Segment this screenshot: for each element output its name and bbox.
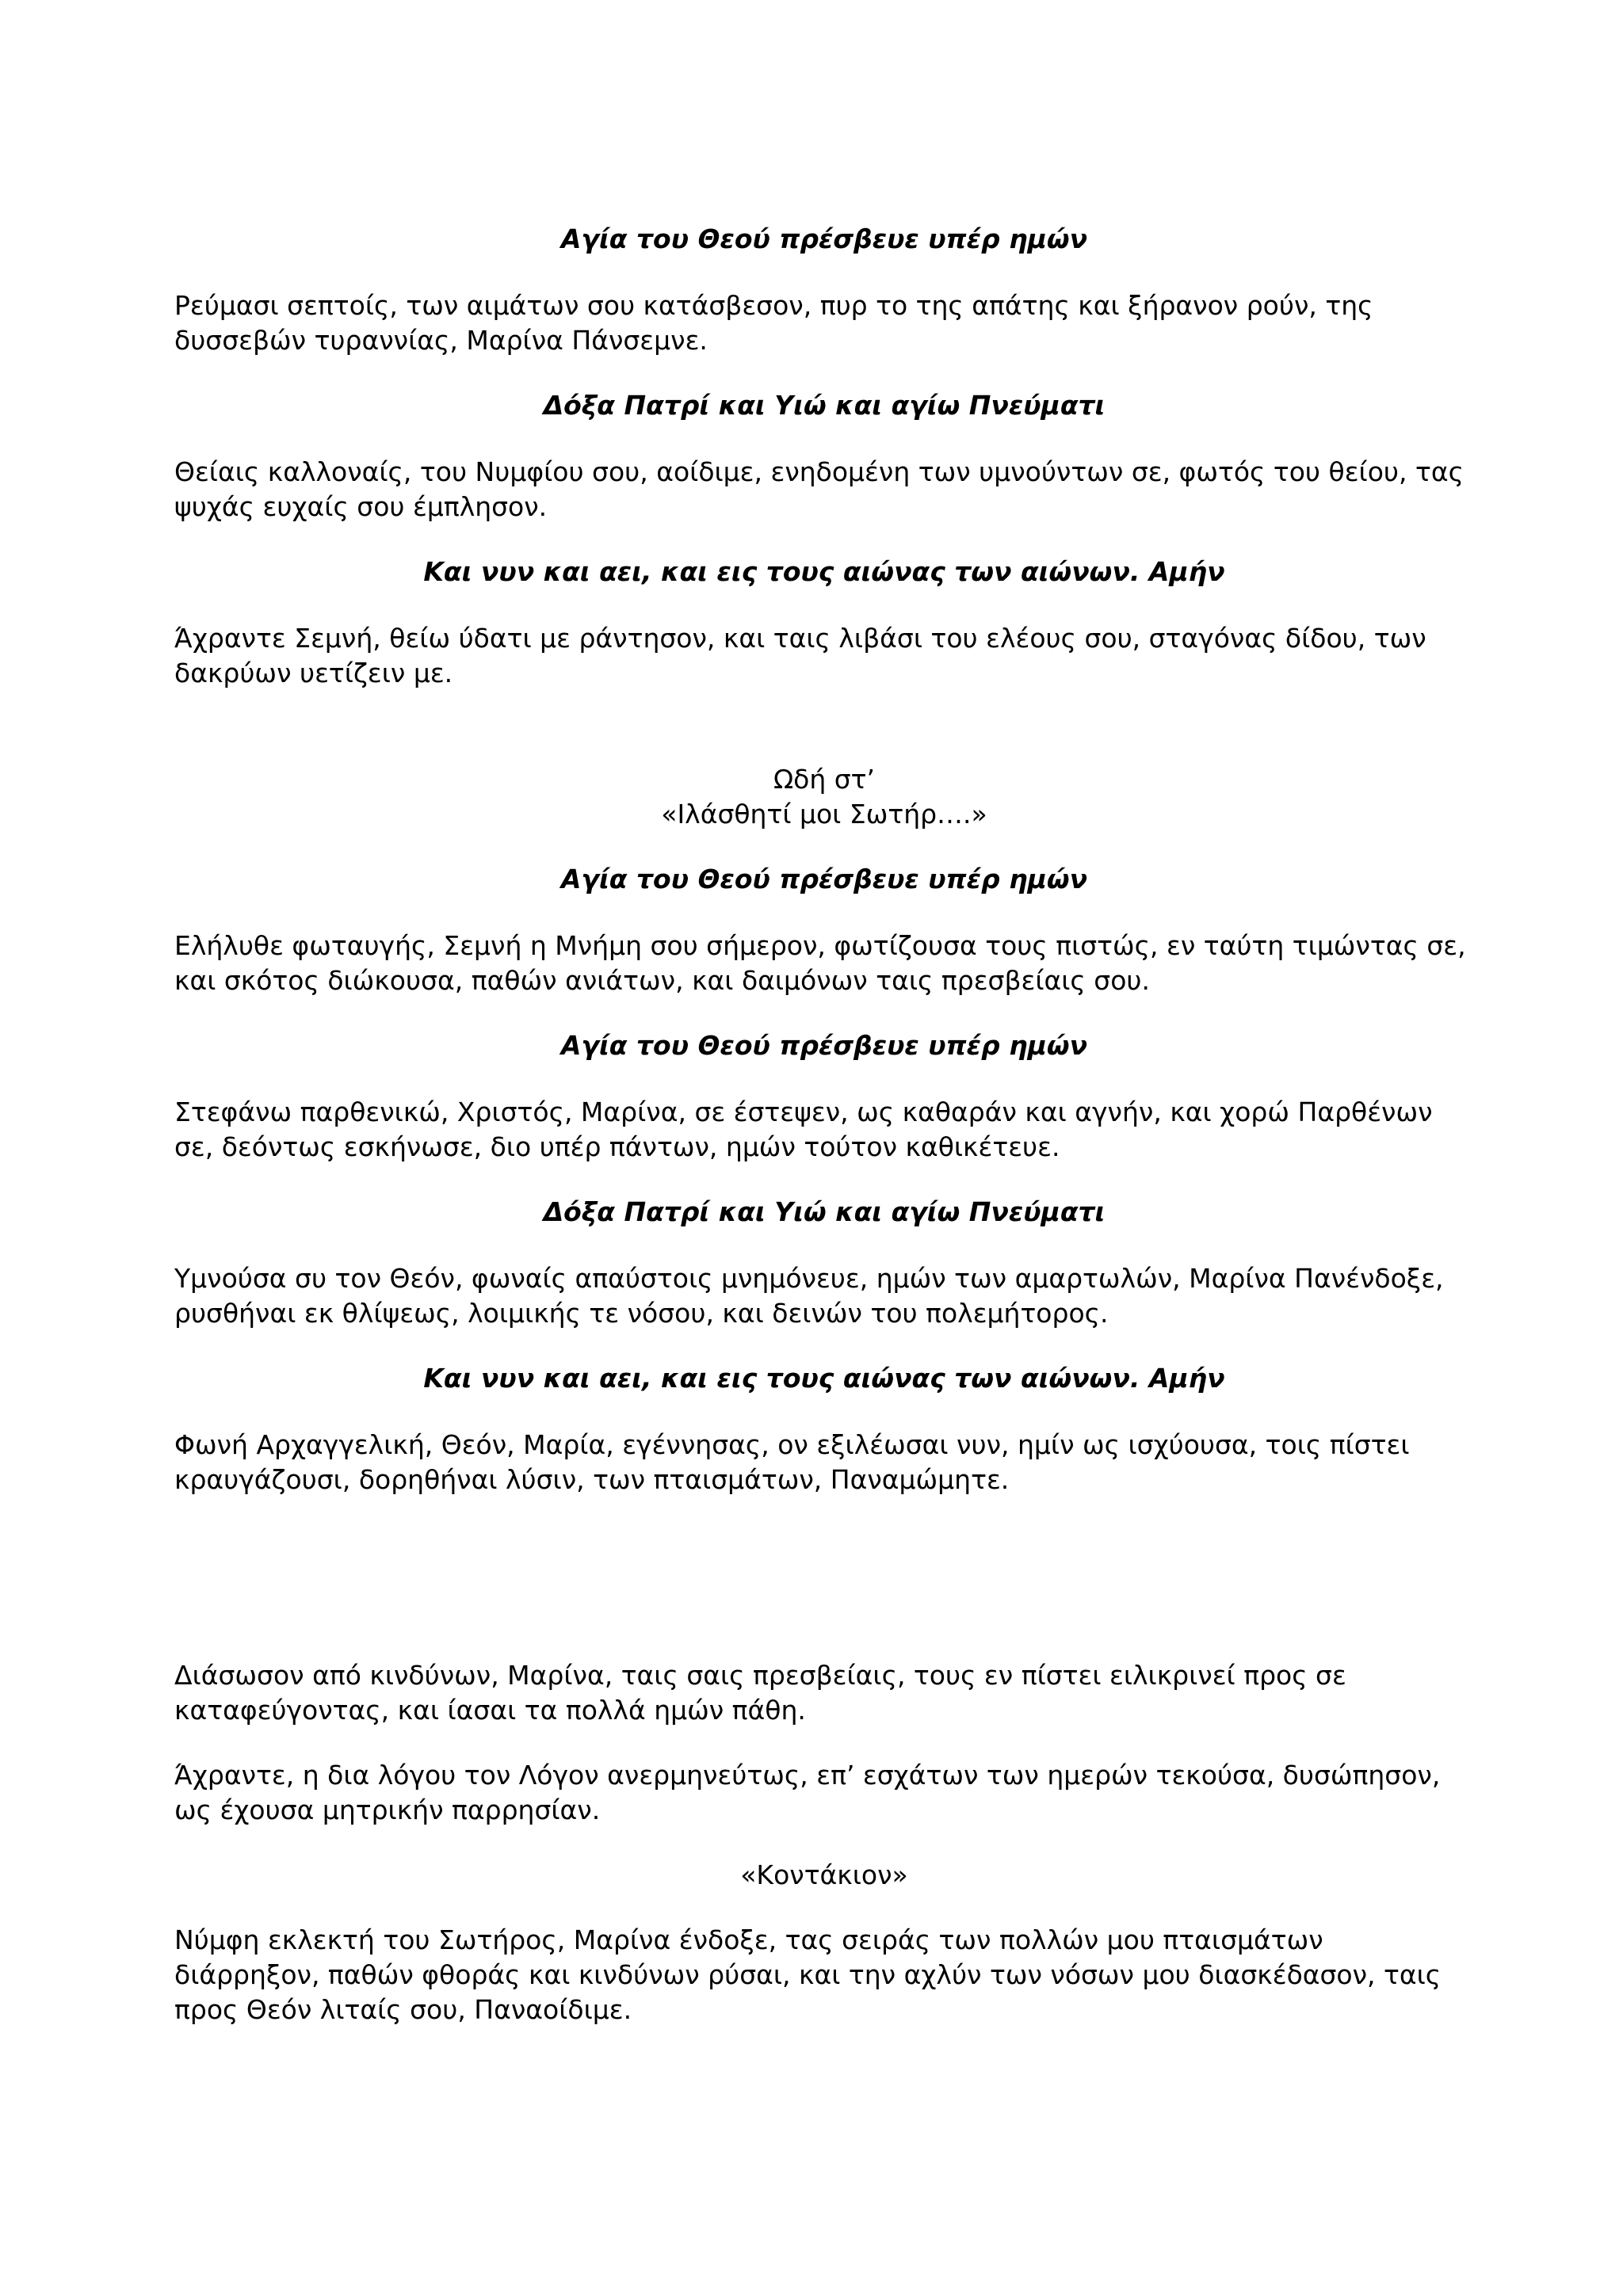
ode-title: Ωδή στ’ bbox=[773, 764, 876, 795]
spacer bbox=[174, 1527, 1474, 1658]
verse-paragraph: Άχραντε Σεμνή, θείω ύδατι με ράντησον, και ταις λιβάσι του ελέους σου, σταγόνας δίδου, των δακρύων υετίζειν με. bbox=[174, 623, 1426, 688]
verse-paragraph: Υμνούσα συ τον Θεόν, φωναίς απαύστοις μνημόνευε, ημών των αμαρτωλών, Μαρίνα Πανένδοξε, ρυσθήναι εκ θλίψεως, λοιμικής τε νόσου, και δεινών του πολεμήτορος. bbox=[174, 1263, 1444, 1329]
verse-paragraph: Φωνή Αρχαγγελική, Θεόν, Μαρία, εγέννησας, ον εξιλέωσαι νυν, ημίν ως ισχύουσα, τοις πίστει κραυγάζουσι, δορηθήναι λύσιν, των πταισμάτων, Παναμώμητε. bbox=[174, 1429, 1410, 1495]
verse-paragraph: Θείαις καλλοναίς, του Νυμφίου σου, αοίδιμε, ενηδομένη των υμνούντων σε, φωτός του θείου, τας ψυχάς ευχαίς σου έμπλησον. bbox=[174, 456, 1464, 522]
refrain-heading: Και νυν και αει, και εις τους αιώνας των αιώνων. Αμήν bbox=[423, 556, 1225, 587]
verse-paragraph: Νύμφη εκλεκτή του Σωτήρος, Μαρίνα ένδοξε, τας σειράς των πολλών μου πταισμάτων διάρρηξον, παθών φθοράς και κινδύνων ρύσαι, και την αχλύν των νόσων μου διασκέδασον, ταις προς Θεόν λιταίς σου, Παναοίδιμε. bbox=[174, 1924, 1442, 2025]
refrain-heading: Αγία του Θεού πρέσβευε υπέρ ημών bbox=[560, 864, 1088, 894]
verse-paragraph: Διάσωσον από κινδύνων, Μαρίνα, ταις σαις πρεσβείαις, τους εν πίστει ειλικρινεί προς σε καταφεύγοντας, και ίασαι τα πολλά ημών πάθη. bbox=[174, 1660, 1346, 1726]
refrain-heading: Δόξα Πατρί και Υιώ και αγίω Πνεύματι bbox=[543, 390, 1106, 421]
ode-subtitle: «Ιλάσθητί μοι Σωτήρ….» bbox=[661, 799, 987, 830]
spacer bbox=[174, 1893, 1474, 1923]
spacer bbox=[174, 832, 1474, 862]
refrain-heading: Δόξα Πατρί και Υιώ και αγίω Πνεύματι bbox=[543, 1196, 1106, 1227]
refrain-heading: Αγία του Θεού πρέσβευε υπέρ ημών bbox=[560, 223, 1088, 254]
document-page bbox=[174, 222, 1474, 2058]
refrain-heading: Και νυν και αει, και εις τους αιώνας των αιώνων. Αμήν bbox=[423, 1363, 1225, 1394]
verse-paragraph: Άχραντε, η δια λόγου τον Λόγον ανερμηνεύτως, επ’ εσχάτων των ημερών τεκούσα, δυσώπησον, ως έχουσα μητρικήν παρρησίαν. bbox=[174, 1760, 1441, 1825]
verse-paragraph: Ελήλυθε φωταυγής, Σεμνή η Μνήμη σου σήμερον, φωτίζουσα τους πιστώς, εν ταύτη τιμώντας σε, και σκότος διώκουσα, παθών ανιάτων, και δαιμόνων ταις πρεσβείαις σου. bbox=[174, 930, 1466, 996]
verse-paragraph: Στεφάνω παρθενικώ, Χριστός, Μαρίνα, σε έστεψεν, ως καθαράν και αγνήν, και χορώ Παρθένων σε, δεόντως εσκήνωσε, διο υπέρ πάντων, ημών τούτον καθικέτευε. bbox=[174, 1097, 1433, 1162]
spacer bbox=[174, 721, 1474, 762]
refrain-heading: Αγία του Θεού πρέσβευε υπέρ ημών bbox=[560, 1030, 1088, 1061]
kontakion-heading: «Κοντάκιον» bbox=[740, 1859, 908, 1890]
verse-paragraph: Ρεύμασι σεπτοίς, των αιμάτων σου κατάσβεσον, πυρ το της απάτης και ξήρανον ρούν, της δυσσεβών τυραννίας, Μαρίνα Πάνσεμνε. bbox=[174, 290, 1373, 356]
